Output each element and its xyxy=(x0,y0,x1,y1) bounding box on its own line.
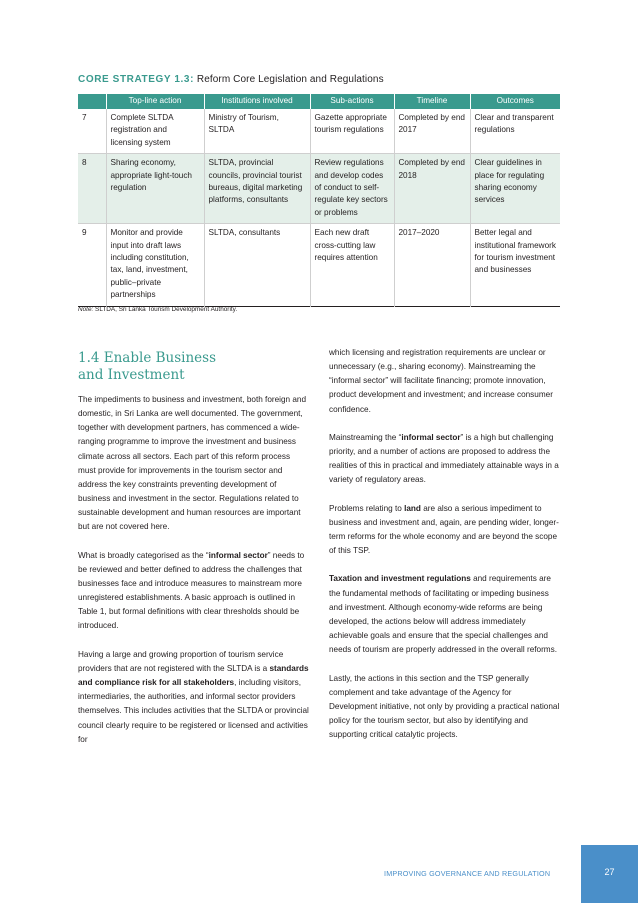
institutions: Ministry of Tourism, SLTDA xyxy=(204,109,310,154)
page-number-tab xyxy=(581,845,638,903)
institutions: SLTDA, provincial councils, provincial tourist bureaus, digital marketing platforms, consultants xyxy=(204,154,310,224)
text-run: are also a serious impediment to business and investment and, again, are pending wider, longer-term reforms for the whole economy and are beyond the scope of this TSP. xyxy=(329,503,559,556)
bold-text: Taxation and investment regulations xyxy=(329,574,471,584)
table-row xyxy=(78,109,560,154)
text-run: Having a large and growing proportion of tourism service providers that are not registered with the SLTDA is a xyxy=(78,649,284,673)
text-run: ” needs to be reviewed and better defined to address the challenges that businesses face and introduce measures to mainstream more unregistered establishments. A basic approach is outlined in Table 1, but formal definitions with clear thresholds should be introduced. xyxy=(78,550,305,631)
timeline: Completed by end 2017 xyxy=(394,109,470,154)
header-outcomes: Outcomes xyxy=(470,94,560,109)
note-text: SLTDA, Sri Lanka Tourism Development Authority. xyxy=(93,306,238,313)
outcomes: Better legal and institutional framework for tourism investment and businesses xyxy=(470,224,560,306)
paragraph xyxy=(329,502,561,559)
row-number: 7 xyxy=(82,113,87,122)
row-number: 9 xyxy=(82,228,87,238)
paragraph: which licensing and registration requirements are unclear or unnecessary (e.g., sharing economy). Mainstreaming the “informal sector” will facilitate financing; promote innovation, product development and investment; and increase consumer confidence. xyxy=(329,348,553,414)
top-line-action: Monitor and provide input into draft laws including constitution, tax, land, investment, public–private partnerships xyxy=(106,224,204,306)
paragraph xyxy=(329,431,561,488)
note-label: Note: xyxy=(78,306,94,313)
top-line-action: Sharing economy, appropriate light-touch regulation xyxy=(106,154,204,224)
header-sub-actions: Sub-actions xyxy=(310,94,394,109)
strategy-label: CORE STRATEGY 1.3: xyxy=(78,74,195,85)
footer-section-label: IMPROVING GOVERNANCE AND REGULATION xyxy=(384,869,551,878)
table-header-row xyxy=(78,94,560,109)
strategy-heading xyxy=(78,74,384,85)
timeline: 2017–2020 xyxy=(394,224,470,306)
header-number xyxy=(78,94,106,109)
timeline: Completed by end 2018 xyxy=(394,154,470,224)
header-timeline: Timeline xyxy=(394,94,470,109)
institutions: SLTDA, consultants xyxy=(204,224,310,306)
text-run: What is broadly categorised as the “ xyxy=(78,550,209,560)
header-top-line-action: Top-line action xyxy=(106,94,204,109)
sub-actions: Each new draft cross-cutting law requires attention xyxy=(310,224,394,306)
paragraph xyxy=(78,549,310,634)
strategy-title: Reform Core Legislation and Regulations xyxy=(194,74,384,85)
left-column xyxy=(78,393,310,761)
table-row xyxy=(78,224,560,306)
paragraph xyxy=(78,648,310,747)
paragraph: The impediments to business and investment, both foreign and domestic, in Sri Lanka are well documented. The government, together with development partners, has commenced a wide-ranging programme to improve the investment and business climate across all sectors. Each part of this reform process must provide for improvements in the tourism sector and address the key constraints preventing development of business and investment in the sector. Regulations related to sustainable development and human resources are important but are not covered here. xyxy=(78,395,307,532)
right-column xyxy=(329,346,561,756)
outcomes: Clear and transparent regulations xyxy=(470,109,560,154)
section-title-line1: 1.4 Enable Business xyxy=(78,350,216,366)
paragraph xyxy=(329,572,561,657)
text-run: , including visitors, intermediaries, the authorities, and informal sector providers themselves. This includes activities that the SLTDA or provincial council clearly require to be registered or licensed and activities for xyxy=(78,678,309,744)
sub-actions: Gazette appropriate tourism regulations xyxy=(310,109,394,154)
row-number: 8 xyxy=(78,154,106,224)
top-line-action: Complete SLTDA registration and licensing system xyxy=(106,109,204,154)
page-number: 27 xyxy=(604,867,615,877)
bold-text: land xyxy=(404,503,421,513)
section-heading xyxy=(78,350,308,384)
text-run: Mainstreaming the “ xyxy=(329,432,402,442)
table-note xyxy=(78,306,237,313)
bold-text: informal sector xyxy=(401,432,461,442)
strategy-table xyxy=(78,94,560,307)
text-run: ” is a high but challenging priority, and a number of actions are proposed to address the realities of this in practical and immediately attainable ways in a variety of regulatory areas. xyxy=(329,432,559,485)
bold-text: informal sector xyxy=(208,550,268,560)
bold-text: standards and compliance risk for all stakeholders xyxy=(78,663,309,688)
outcomes: Clear guidelines in place for regulating sharing economy services xyxy=(470,154,560,224)
text-run: Problems relating to xyxy=(329,503,405,513)
sub-actions: Review regulations and develop codes of conduct to self-regulate key sectors or problems xyxy=(310,154,394,224)
paragraph: Lastly, the actions in this section and the TSP generally complement and take advantage of the Agency for Development initiative, not only by providing a practical national policy for the tourism sector, but also by identifying and supporting critical catalytic projects. xyxy=(329,673,560,740)
text-run: and requirements are the fundamental methods of facilitating or impeding business and investment. Although economy-wide reforms are being developed, the actions below will address immediately achievable goals and ensure that the special challenges and needs of tourism are properly addressed in the overall reforms. xyxy=(329,574,557,655)
header-institutions: Institutions involved xyxy=(204,94,310,109)
section-title-line2: and Investment xyxy=(78,367,185,383)
table-row xyxy=(78,154,560,224)
